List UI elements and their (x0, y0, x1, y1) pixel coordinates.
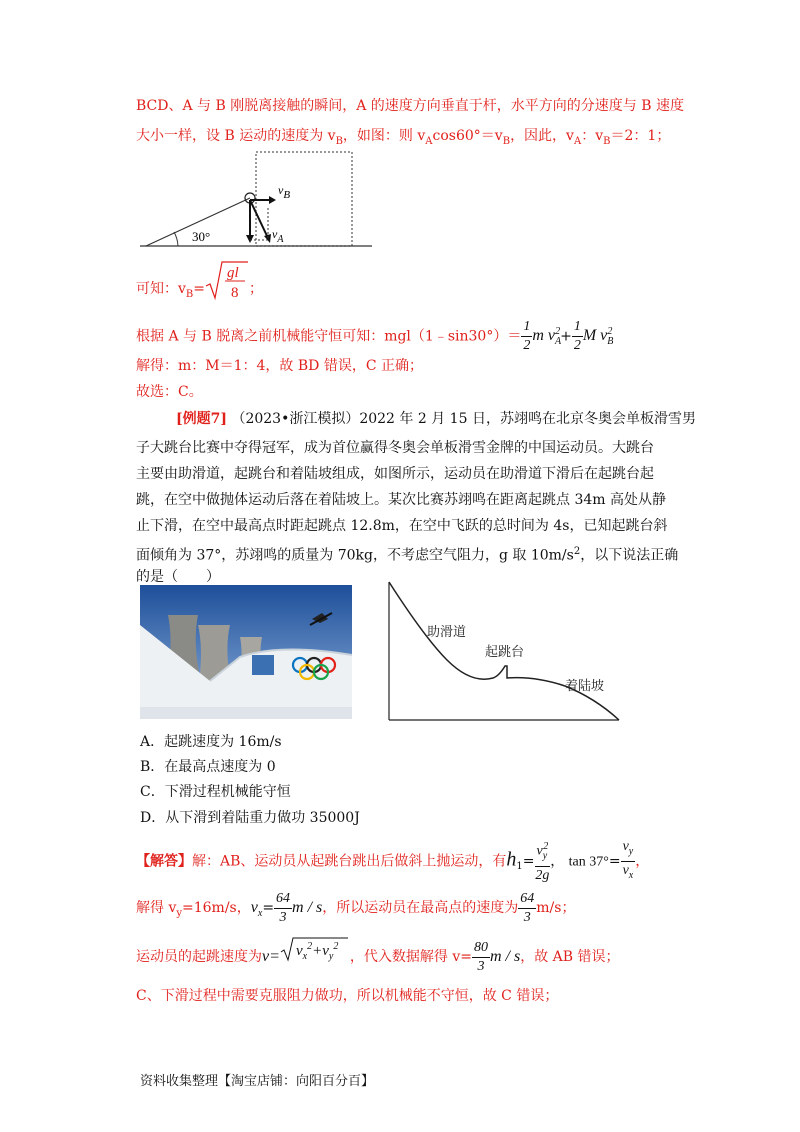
rod-block-diagram (140, 148, 380, 252)
text: ＝2：1； (610, 128, 671, 144)
answer-line-3: 运动员的起跳速度为v= $v_x^2+v_y^2$ ，代入数据解得 v= $\frac{80}{3}$ m / s，故 AB 错误； (136, 936, 620, 978)
slide-label: 助滑道 (427, 625, 467, 640)
option-a: A．起跳速度为 16m/s (140, 734, 282, 750)
sqrt-symbol (280, 936, 350, 978)
ski-jump-profile-diagram (385, 580, 625, 722)
sqrt-symbol (205, 260, 249, 318)
text: 故选：C。 (136, 384, 203, 400)
answer-line-2: 解得 $v_y=16m/s$，$v_x=$ $\frac{64}{3}$ m / s，所以运动员在最高点的速度为 $\frac{64}{3}$ m/s； (136, 890, 576, 925)
angle-label: 30° (192, 229, 211, 244)
text: ，所以运动员在最高点的速度为 (322, 900, 519, 916)
text: 大小一样，设 B 运动的速度为 v (136, 128, 336, 144)
text: ，如图：则 v (342, 128, 426, 144)
text: 解得 v (136, 900, 177, 916)
answer-line-4 (136, 986, 558, 1006)
text: 可知：v (136, 281, 186, 297)
example-tag: [例题7] (176, 411, 227, 427)
text: 解得：m：M＝1：4，故 BD 错误，C 正确； (136, 358, 423, 374)
option-c: C．下滑过程机械能守恒 (140, 784, 291, 800)
fraction-80-3: $\frac{80}{3}$ (474, 939, 488, 974)
sub: A (425, 135, 433, 147)
text: = (193, 281, 206, 297)
text: （2023•浙江模拟）2022 年 2 月 15 日，苏翊鸣在北京冬奥会单板滑雪男 (231, 411, 696, 427)
text: 主要由助滑道，起跳台和着陆坡组成，如图所示，运动员在助滑道下滑后在起跳台起 (136, 466, 654, 482)
vy-fraction: $\frac{v_y^2}{2g}$ (535, 838, 551, 884)
text: m/s； (536, 900, 576, 916)
example-line-2 (136, 438, 654, 458)
text: =16m/s， (182, 900, 251, 916)
tan-expr: tan 37° (568, 854, 609, 870)
text: cos60°＝v (432, 128, 503, 144)
landing-label: 着陆坡 (565, 679, 605, 694)
fraction-64-3: $\frac{64}{3}$ (520, 890, 535, 925)
sub: B (185, 288, 194, 300)
option-d: D．从下滑到着陆重力做功 35000J (140, 810, 360, 826)
ski-jump-photo (140, 585, 352, 719)
answer-tag: 【解答】 (136, 853, 192, 870)
vy-vx-fraction: $\frac{v_y}{v_x}$ (622, 839, 634, 881)
example-line-4 (136, 490, 666, 510)
sub: A (573, 135, 582, 147)
text: ，故 AB 错误； (520, 949, 620, 965)
option-b: B．在最高点速度为 0 (140, 759, 276, 775)
h-symbol: h (506, 848, 517, 871)
text: 解：AB、运动员从起跳台跳出后做斜上抛运动，有 (192, 853, 507, 870)
text: 运动员的起跳速度为 (136, 949, 262, 965)
va-label: $v_A$ (272, 227, 284, 245)
text: C、下滑过程中需要克服阻力做功，所以机械能不守恒，故 C 错误； (136, 988, 559, 1004)
unit: m / s (490, 948, 521, 965)
fraction-64-3: $\frac{64}{3}$ (276, 890, 291, 925)
num: gl (227, 265, 239, 281)
den: 8 (231, 285, 239, 301)
text: ，以下说法正确 (580, 547, 679, 564)
energy-line (136, 312, 612, 363)
vertical-arrowhead (246, 235, 254, 243)
footer-note: 资料收集整理【淘宝店铺：向阳百分百】 (140, 1074, 375, 1089)
text: 根据 A 与 B 脱离之前机械能守恒可知：mgl（1﹣sin30°）＝ (136, 328, 522, 345)
unit: m / s (292, 899, 323, 916)
example-line-6: 面倾角为 37°，苏翊鸣的质量为 70kg，不考虑空气阻力，g 取 $10m/s^2$，以下说法正确 (136, 546, 679, 564)
takeoff-label: 起跳台 (485, 645, 525, 660)
text: 的是（ ） (136, 569, 220, 585)
half-fraction: $\frac{1}{2}$ (573, 318, 581, 353)
example-line-1 (176, 409, 696, 429)
m-term: m $v_A^2$ (532, 326, 562, 348)
text: ，代入数据解得 v= (349, 949, 472, 965)
angle-arc (174, 232, 178, 246)
M-term: M $v_B^2$ (582, 326, 614, 348)
text: BCD、A 与 B 刚脱离接触的瞬间，A 的速度方向垂直于杆，水平方向的分速度与 B 速度 (136, 98, 684, 114)
text: ； (249, 281, 264, 297)
sub: B (603, 135, 611, 147)
text: 面倾角为 37°，苏翊鸣的质量为 70kg，不考虑空气阻力，g 取 10m/s (136, 547, 574, 564)
example-line-5 (136, 516, 667, 536)
half-fraction: $\frac{1}{2}$ (523, 318, 531, 353)
vb-label: vB (278, 183, 291, 201)
solve-line (136, 356, 423, 376)
answer-line-1: 【解答】解：AB、运动员从起跳台跳出后做斜上抛运动，有$h_1=$ $\frac{v_y^2}{2g}$ ， tan 37°= $\frac{v_y}{v_x}$ ， (136, 838, 649, 887)
example-line-7 (136, 567, 220, 587)
va-arrow (250, 200, 268, 238)
example-line-3 (136, 464, 654, 484)
vb-arrowhead (269, 196, 276, 204)
choose-line (136, 382, 203, 402)
svg-text:vx2+vy2: $v_x^2+v_y^2$ (295, 941, 339, 962)
sub: B (335, 135, 343, 147)
vb-formula-line (136, 260, 263, 318)
plus: + (560, 328, 572, 345)
sub: B (502, 135, 511, 147)
text: ：v (581, 128, 604, 144)
text: 止下滑，在空中最高点时距起跳点 12.8m，在空中飞跃的总时间为 4s，已知起跳台斜 (136, 518, 668, 534)
text: 跳，在空中做抛体运动后落在着陆坡上。某次比赛苏翊鸣在距离起跳点 34m 高处从静 (136, 492, 666, 508)
text: 子大跳台比赛中夺得冠军，成为首位赢得冬奥会单板滑雪金牌的中国运动员。大跳台 (136, 440, 654, 456)
va-arrowhead (264, 234, 271, 243)
solution-line-1 (136, 96, 684, 116)
text: ，因此，v (510, 128, 574, 144)
